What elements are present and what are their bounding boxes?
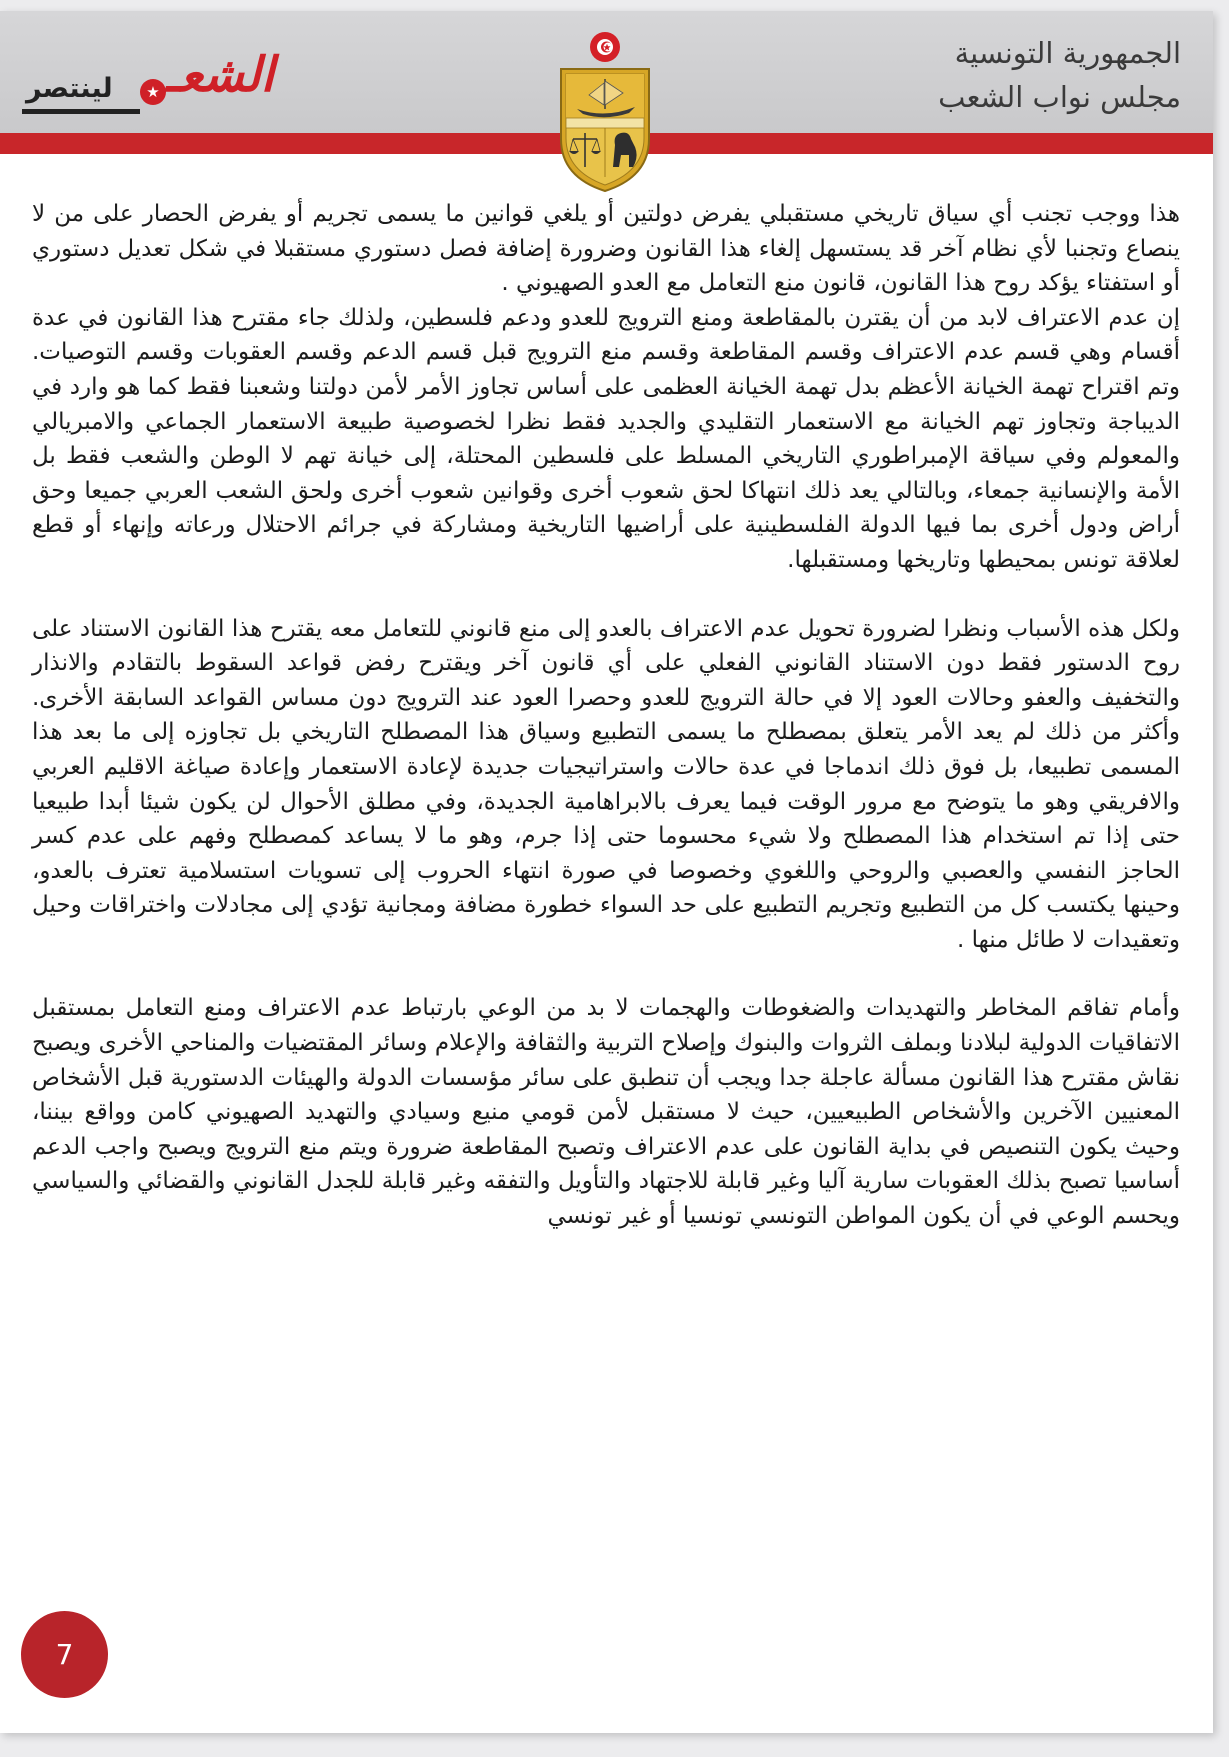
- paragraph-1: هذا ووجب تجنب أي سياق تاريخي مستقبلي يفرض دولتين أو يلغي قوانين ما يسمى تجريم أو يفرض الحصار على من لا ينصاع وتجنبا لأي نظام آخر قد يستسهل إلغاء هذا القانون وضرورة إضافة فصل دستوري مستقبلا في شكل تعديل دستوري أو استفتاء يؤكد روح هذا القانون، قانون منع التعامل مع العدو الصهيوني .: [32, 201, 1180, 297]
- logo-underline: [22, 109, 140, 114]
- document-page: [0, 11, 1213, 1733]
- paragraph-3: ولكل هذه الأسباب ونظرا لضرورة تحويل عدم الاعتراف بالعدو إلى منع قانوني للتعامل معه يقترح هذا القانون الاستناد على روح الدستور فقط دون الاستناد القانوني الفعلي على أي قانون آخر ويقترح رفض قواعد السقوط بالتقادم والانذار والتخفيف والعفو وحالات العود إلا في حالة الترويج للعدو وحصرا العود عند الترويج دون مساس القواعد السابقة الأخرى. وأكثر من ذلك لم يعد الأمر يتعلق بمصطلح ما يسمى التطبيع وسياق هذا المصطلح التاريخي بل تجاوزه إلى ما بعد هذا المسمى تطبيعا، بل فوق ذلك اندماجا في عدة حالات واستراتيجيات جديدة لإعادة الاستعمار وإعادة صياغة الاقليم العربي والافريقي وهو ما يتوضح مع مرور الوقت فيما يعرف بالابراهامية الجديدة، وفي مطلق الأحوال لن يكون شيئا أبدا طبيعيا حتى إذا تم استخدام هذا المصطلح ولا شيء محسوما حتى إذا جرم، وهو ما لا يساعد كمصطلح وفهم على عدم كسر الحاجز النفسي والعصبي والروحي واللغوي وخصوصا في صورة انتهاء الحروب إلى تسويات استسلامية تعترف بالعدو، وحينها يكتسب كل من التطبيع وتجريم التطبيع على حد السواء خطورة مضافة ومجانية تؤدي إلى مجادلات واختراقات وحيل وتعقيدات لا طائل منها .: [32, 615, 1180, 953]
- paragraph-4: وأمام تفاقم المخاطر والتهديدات والضغوطات والهجمات لا بد من الوعي بارتباط عدم الاعتراف ومنع التعامل بمستقبل الاتفاقيات الدولية لبلادنا وبملف الثروات والبنوك وإصلاح التربية والثقافة والإعلام وسائر المقتضيات والمناحي الأخرى ويصبح نقاش مقترح هذا القانون مسألة عاجلة جدا ويجب أن تنطبق على سائر مؤسسات الدولة والهيئات الدستورية قبل الأشخاص المعنيين الآخرين والأشخاص الطبيعيين، حيث لا مستقبل لأمن قومي منيع وسيادي والتهديد الصهيوني كامن وواقع بيننا، وحيث يكون التنصيص في بداية القانون على عدم الاعتراف وتصبح المقاطعة ضرورة ويتم منع الترويج ويصبح واجب الدعم أساسيا تصبح بذلك العقوبات سارية آليا وغير قابلة للاجتهاد والتأويل والتفقه وغير قابلة للجدل القانوني والقضائي والسياسي ويحسم الوعي في أن يكون المواطن التونسي تونسيا أو غير تونسي: [32, 995, 1180, 1230]
- logo-sub-text: لينتصر: [26, 73, 113, 104]
- org-line-parliament: مجلس نواب الشعب: [938, 80, 1181, 114]
- document-body: [32, 197, 1180, 1234]
- paragraph-2: إن عدم الاعتراف لابد من أن يقترن بالمقاطعة ومنع الترويج للعدو ودعم فلسطين، ولذلك جاء مقترح هذا القانون في عدة أقسام وهي قسم عدم الاعتراف وقسم المقاطعة وقسم منع الترويج قبل قسم الدعم وقسم العقوبات وقسم التوصيات. وتم اقتراح تهمة الخيانة الأعظم بدل تهمة الخيانة العظمى على أساس تجاوز الأمر لأمن دولتنا وشعبنا فقط كما هو وارد في الديباجة وتجاوز تهم الخيانة مع الاستعمار التقليدي والجديد فقط نظرا لخصوصية طبيعة الاستعمار الجماعي والامبريالي والمعولم وفي سياقة الإمبراطوري التاريخي المسلط على فلسطين المحتلة، إلى خيانة تهم لا الوطن والشعب فقط بل الأمة والإنسانية جمعاء، وبالتالي يعد ذلك انتهاكا لحق شعوب أخرى وقوانين شعوب أخرى ولحق الشعب العربي جميعا وحق أراض ودول أخرى بما فيها الدولة الفلسطينية على أراضيها التاريخية ومشاركة في جرائم الاحتلال ورعاته وإنهاء أو قطع لعلاقة تونس بمحيطها وتاريخها ومستقبلها.: [32, 304, 1180, 573]
- institution-name: [938, 31, 1181, 119]
- ashaab-lintasr-logo-icon: [22, 47, 274, 121]
- tunisia-coat-of-arms-icon: [557, 27, 653, 195]
- logo-main-text: الشعـ: [166, 47, 274, 103]
- page-number-badge: 7: [21, 1611, 108, 1698]
- org-line-republic: الجمهورية التونسية: [954, 36, 1181, 70]
- logo-star-icon: ★: [140, 79, 166, 105]
